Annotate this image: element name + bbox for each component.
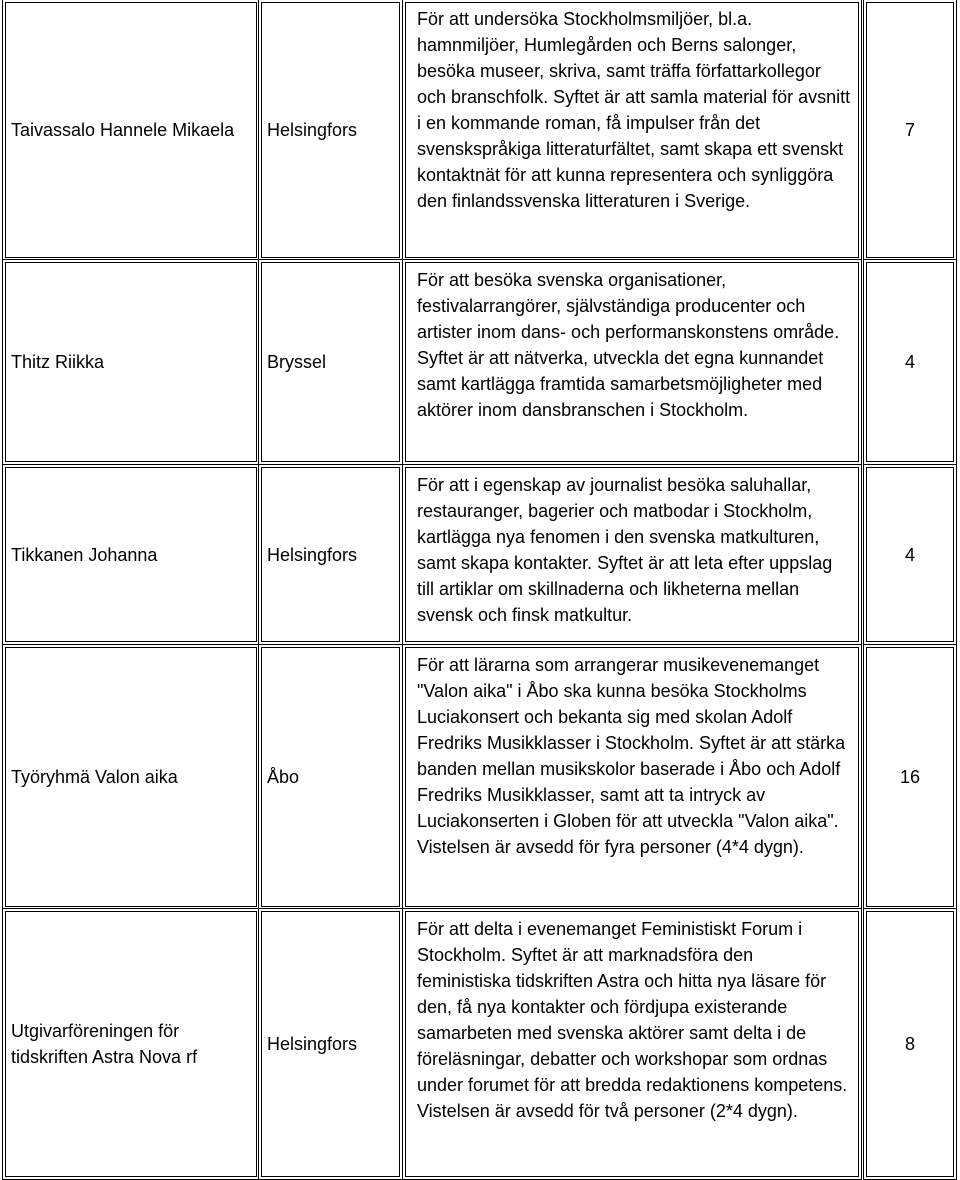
days-value: 4: [904, 544, 915, 565]
applicant-name: Tikkanen Johanna: [11, 544, 158, 565]
city-cell: [261, 262, 400, 462]
city-name: Helsingfors: [267, 544, 358, 565]
days-value: 7: [904, 120, 915, 140]
city-name: Bryssel: [267, 352, 327, 372]
purpose-cell: [405, 262, 859, 462]
applicant-cell: [5, 262, 257, 462]
applicant-cell: [5, 647, 257, 907]
days-cell: [866, 467, 954, 642]
purpose-text: För att besöka svenska organisationer, festivalarrangörer, självständiga producenter och artister inom dans- och performanskonstens område. Syftet är att nätverka, utveckla det egna kunnandet samt kartlägga framtida samarbetsmöjligheter med aktörer inom dansbranschen i Stockholm.: [417, 270, 840, 420]
city-cell: [261, 647, 400, 907]
purpose-text: För att lärarna som arrangerar musikevenemanget "Valon aika" i Åbo ska kunna besöka Stockholms Luciakonsert och bekanta sig med skolan Adolf Fredriks Musikklasser i Stockholm. Syftet är att stärka banden mellan musikskolor baserade i Åbo och Adolf Fredriks Musikklasser, samt att ta intryck av Luciakonserten i Globen för att utveckla "Valon aika". Vistelsen är avsedd för fyra personer (4*4 dygn).: [417, 655, 846, 857]
days-value: 16: [899, 767, 921, 787]
days-cell: [866, 647, 954, 907]
applicant-cell: [5, 911, 257, 1177]
purpose-text: För att delta i evenemanget Feministiskt Forum i Stockholm. Syftet är att marknadsföra den feministiska tidskriften Astra och hitta nya läsare för den, få nya kontakter och fördjupa existerande samarbeten med svenska aktörer samt delta i de föreläsningar, debatter och workshopar som ordnas under forumet för att bredda redaktionens kompetens. Vistelsen är avsedd för två personer (2*4 dygn).: [417, 919, 848, 1121]
city-cell: [261, 467, 400, 642]
days-cell: [866, 2, 954, 258]
purpose-cell: [405, 911, 859, 1177]
days-value: 8: [904, 1034, 915, 1054]
applicant-name: Taivassalo Hannele Mikaela: [11, 120, 235, 140]
city-name: Åbo: [267, 767, 300, 787]
purpose-text: För att i egenskap av journalist besöka saluhallar, restauranger, bagerier och matbodar i Stockholm, kartlägga nya fenomen i den svenska matkulturen, samt skapa kontakter. Syftet är att leta efter uppslag till artiklar om skillnaderna och likheterna mellan svensk och finsk matkultur.: [417, 475, 833, 625]
city-cell: [261, 911, 400, 1177]
applicant-cell: [5, 2, 257, 258]
city-cell: [261, 2, 400, 258]
applicant-name: Thitz Riikka: [11, 352, 105, 372]
days-cell: [866, 911, 954, 1177]
applicant-name: Työryhmä Valon aika: [11, 767, 178, 787]
days-value: 4: [904, 352, 915, 372]
applicant-name: Utgivarföreningen för tidskriften Astra Nova rf: [11, 1021, 198, 1067]
city-name: Helsingfors: [267, 1034, 358, 1054]
purpose-cell: [405, 647, 859, 907]
city-name: Helsingfors: [267, 120, 358, 140]
purpose-cell: [405, 467, 859, 642]
purpose-text: För att undersöka Stockholmsmiljöer, bl.a. hamnmiljöer, Humlegården och Berns salonger, besöka museer, skriva, samt träffa författarkollegor och branschfolk. Syftet är att samla material för avsnitt i en kommande roman, få impulser från det svenskspråkiga litteraturfältet, samt skapa ett svenskt kontaktnät för att kunna representera och synliggöra den finlandssvenska litteraturen i Sverige.: [417, 9, 851, 211]
applicant-cell: [5, 467, 257, 642]
days-cell: [866, 262, 954, 462]
purpose-cell: [405, 2, 859, 258]
